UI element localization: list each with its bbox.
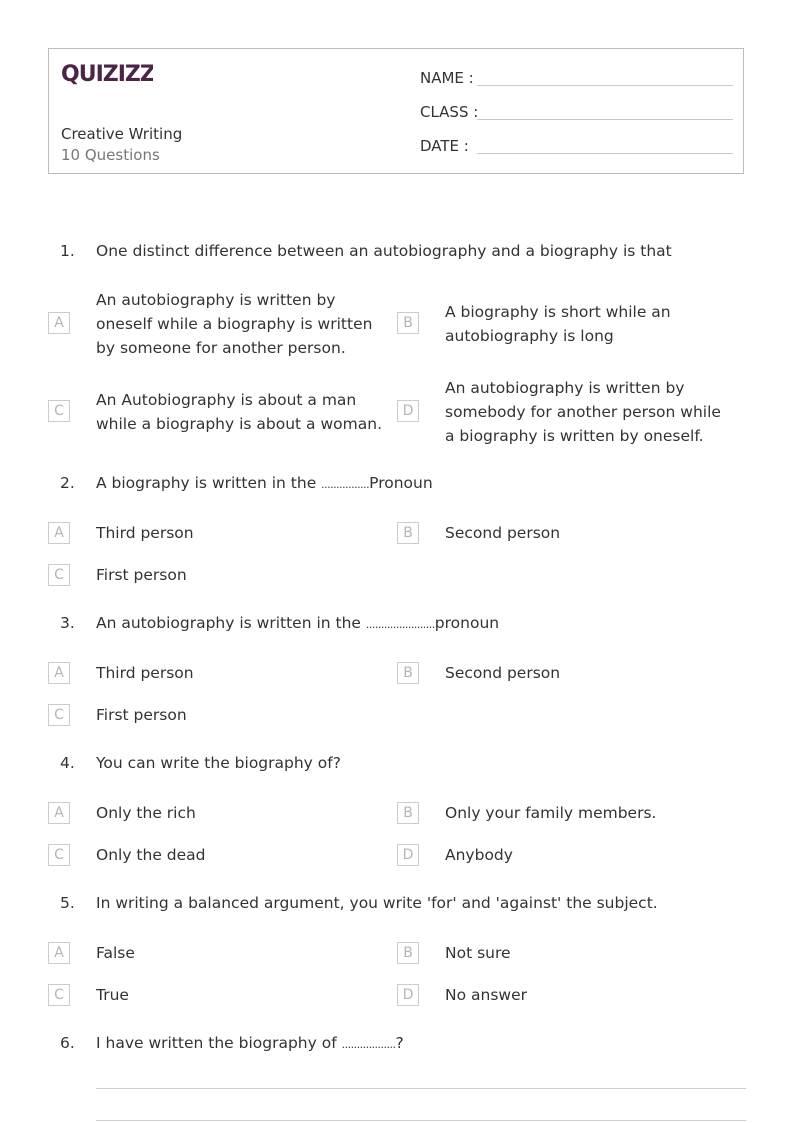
question-text: An autobiography is written in the .......................pronoun bbox=[96, 614, 500, 632]
answer-line[interactable] bbox=[96, 1088, 746, 1089]
question-number: 6. bbox=[60, 1034, 75, 1052]
date-field bbox=[420, 137, 469, 155]
date-line[interactable] bbox=[477, 153, 733, 154]
option-c: First person bbox=[96, 566, 187, 584]
question-text: A biography is written in the ................Pronoun bbox=[96, 474, 433, 492]
option-letter-c: C bbox=[48, 704, 70, 726]
option-letter-b: B bbox=[397, 522, 419, 544]
option-a: False bbox=[96, 944, 135, 962]
option-d: An autobiography is written by somebody for another person while a biography is written by oneself. bbox=[445, 379, 721, 445]
question-number: 2. bbox=[60, 474, 75, 492]
option-b: Second person bbox=[445, 664, 561, 682]
option-letter-d: D bbox=[397, 984, 419, 1006]
question-number: 5. bbox=[60, 894, 75, 912]
class-label: CLASS : bbox=[420, 103, 479, 121]
option-c: First person bbox=[96, 706, 187, 724]
option-b: Not sure bbox=[445, 944, 511, 962]
question-number: 4. bbox=[60, 754, 75, 772]
option-letter-c: C bbox=[48, 564, 70, 586]
question-number: 3. bbox=[60, 614, 75, 632]
option-c: Only the dead bbox=[96, 846, 206, 864]
question-text: One distinct difference between an autobiography and a biography is that bbox=[96, 242, 672, 260]
name-line[interactable] bbox=[477, 85, 733, 86]
option-d: Anybody bbox=[445, 846, 513, 864]
option-letter-a: A bbox=[48, 802, 70, 824]
option-a: Third person bbox=[96, 524, 194, 542]
class-line[interactable] bbox=[477, 119, 733, 120]
class-field bbox=[420, 103, 478, 121]
option-letter-a: A bbox=[48, 942, 70, 964]
option-letter-d: D bbox=[397, 400, 419, 422]
question-text: In writing a balanced argument, you write 'for' and 'against' the subject. bbox=[96, 894, 658, 912]
svg-text:QUIZIZZ: QUIZIZZ bbox=[61, 62, 153, 87]
option-b: Second person bbox=[445, 524, 561, 542]
option-b: Only your family members. bbox=[445, 804, 657, 822]
name-label: NAME : bbox=[420, 69, 474, 87]
option-a: Only the rich bbox=[96, 804, 196, 822]
option-letter-b: B bbox=[397, 802, 419, 824]
answer-line[interactable] bbox=[96, 1120, 746, 1121]
question-text: You can write the biography of? bbox=[96, 754, 341, 772]
option-letter-a: A bbox=[48, 662, 70, 684]
option-letter-a: A bbox=[48, 522, 70, 544]
question-number: 1. bbox=[60, 242, 75, 260]
option-c: True bbox=[96, 986, 129, 1004]
option-a: Third person bbox=[96, 664, 194, 682]
question-text: I have written the biography of ..................? bbox=[96, 1034, 404, 1052]
quizizz-logo bbox=[61, 59, 153, 93]
worksheet-title: Creative Writing bbox=[61, 125, 183, 143]
worksheet-header bbox=[48, 48, 744, 174]
date-label: DATE : bbox=[420, 137, 469, 155]
option-letter-b: B bbox=[397, 312, 419, 334]
name-field bbox=[420, 69, 474, 87]
option-a: An autobiography is written by oneself while a biography is written by someone for another person. bbox=[96, 291, 373, 357]
option-letter-c: C bbox=[48, 400, 70, 422]
option-letter-b: B bbox=[397, 662, 419, 684]
question-count: 10 Questions bbox=[61, 146, 160, 164]
option-letter-c: C bbox=[48, 984, 70, 1006]
option-letter-a: A bbox=[48, 312, 70, 334]
option-letter-b: B bbox=[397, 942, 419, 964]
option-b: A biography is short while an autobiography is long bbox=[445, 303, 671, 345]
option-letter-c: C bbox=[48, 844, 70, 866]
option-c: An Autobiography is about a man while a biography is about a woman. bbox=[96, 391, 382, 433]
option-d: No answer bbox=[445, 986, 527, 1004]
option-letter-d: D bbox=[397, 844, 419, 866]
